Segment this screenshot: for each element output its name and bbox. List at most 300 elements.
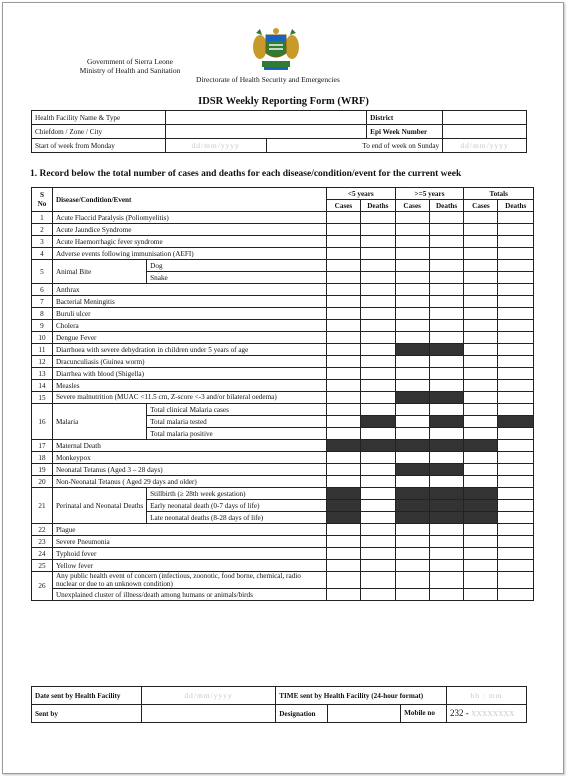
count-cell-8-4[interactable] [464, 308, 498, 320]
count-cell-5-1-4[interactable] [464, 272, 498, 284]
disease-header: Disease/Condition/Event [52, 188, 326, 212]
sub-condition-label: Total clinical Malaria cases [147, 404, 327, 416]
table-row [32, 536, 534, 548]
count-cell-17-1 [360, 440, 395, 452]
start-dd: dd [191, 140, 201, 150]
count-cell-7-3[interactable] [429, 296, 464, 308]
count-cell-13-1[interactable] [360, 368, 395, 380]
epi-week-field[interactable] [443, 125, 527, 139]
disease-label: Maternal Death [52, 440, 326, 452]
row-number: 6 [32, 284, 53, 296]
table-row [32, 296, 534, 308]
end-slash-1: / [469, 140, 473, 150]
count-cell-20-5[interactable] [498, 476, 534, 488]
time-sent-label: TIME sent by Health Facility (24-hour format) [276, 687, 447, 705]
sent-by-label: Sent by [32, 705, 142, 723]
disease-label: Adverse events following immunisation (AEFI) [52, 248, 326, 260]
count-cell-21-0-2 [395, 488, 429, 500]
disease-label: Neonatal Tetanus (Aged 3 – 28 days) [52, 464, 326, 476]
end-slash-2: / [486, 140, 490, 150]
disease-label: Plague [52, 524, 326, 536]
disease-label: Diarrhea with blood (Shigella) [52, 368, 326, 380]
count-cell-21-0-3 [429, 488, 464, 500]
count-cell-4-2[interactable] [395, 248, 429, 260]
count-cell-10-4[interactable] [464, 332, 498, 344]
table-row [32, 572, 534, 589]
count-cell-10-3[interactable] [429, 332, 464, 344]
count-cell-3-2[interactable] [395, 236, 429, 248]
sent-dd: dd [184, 690, 194, 700]
count-cell-7-4[interactable] [464, 296, 498, 308]
count-cell-4-5[interactable] [498, 248, 534, 260]
count-cell-21-1-1[interactable] [360, 500, 395, 512]
count-cell-26-b-3[interactable] [429, 589, 464, 601]
table-row [32, 392, 534, 404]
count-cell-5-0-5[interactable] [498, 260, 534, 272]
count-cell-13-0[interactable] [326, 368, 360, 380]
date-sent-field[interactable] [141, 687, 275, 705]
under5-cases-header: Cases [326, 200, 360, 212]
count-cell-6-5[interactable] [498, 284, 534, 296]
table-row [32, 320, 534, 332]
count-cell-14-2[interactable] [395, 380, 429, 392]
count-cell-3-5[interactable] [498, 236, 534, 248]
row-number: 13 [32, 368, 53, 380]
disease-label: Malaria [52, 404, 146, 440]
sent-slash-1: / [193, 690, 197, 700]
count-cell-12-3[interactable] [429, 356, 464, 368]
count-cell-21-2-1[interactable] [360, 512, 395, 524]
count-cell-6-3[interactable] [429, 284, 464, 296]
time-colon: : [482, 690, 486, 700]
disease-label: Dengue Fever [52, 332, 326, 344]
count-cell-21-1-5[interactable] [498, 500, 534, 512]
count-cell-24-2[interactable] [395, 548, 429, 560]
table-row [32, 260, 534, 272]
table-row [32, 344, 534, 356]
count-cell-17-3 [429, 440, 464, 452]
table-row [32, 452, 534, 464]
count-cell-20-0[interactable] [326, 476, 360, 488]
disease-label: Any public health event of concern (infectious, zoonotic, food borne, chemical, radio nuclear or due to an unknown condition) [52, 572, 326, 589]
end-week-label: To end of week on Sunday [266, 139, 443, 153]
count-cell-15-0[interactable] [326, 392, 360, 404]
count-cell-15-1[interactable] [360, 392, 395, 404]
start-mm: mm [204, 140, 218, 150]
count-cell-25-4[interactable] [464, 560, 498, 572]
designation-field[interactable] [328, 705, 401, 723]
sub-condition-label: Stillbirth (≥ 28th week gestation) [147, 488, 327, 500]
count-cell-22-1[interactable] [360, 524, 395, 536]
count-cell-26-b-1[interactable] [360, 589, 395, 601]
count-cell-6-4[interactable] [464, 284, 498, 296]
table-row [32, 356, 534, 368]
count-cell-20-3[interactable] [429, 476, 464, 488]
count-cell-21-0-0 [326, 488, 360, 500]
row-number: 17 [32, 440, 53, 452]
row-number: 21 [32, 488, 53, 524]
count-cell-3-4[interactable] [464, 236, 498, 248]
count-cell-17-2 [395, 440, 429, 452]
count-cell-26-b-0[interactable] [326, 589, 360, 601]
count-cell-5-0-0[interactable] [326, 260, 360, 272]
count-cell-21-2-0 [326, 512, 360, 524]
totals-header: Totals [464, 188, 534, 200]
form-title: IDSR Weekly Reporting Form (WRF) [198, 96, 369, 107]
totals-cases-header: Cases [464, 200, 498, 212]
count-cell-15-4[interactable] [464, 392, 498, 404]
row-number: 12 [32, 356, 53, 368]
count-cell-18-3[interactable] [429, 452, 464, 464]
table-row [32, 332, 534, 344]
count-cell-21-2-5[interactable] [498, 512, 534, 524]
facility-name-field[interactable] [165, 111, 366, 125]
count-cell-1-5[interactable] [498, 212, 534, 224]
count-cell-10-1[interactable] [360, 332, 395, 344]
count-cell-9-5[interactable] [498, 320, 534, 332]
over5-cases-header: Cases [395, 200, 429, 212]
section-heading: 1. Record below the total number of cases and deaths for each disease/condition/event for the current week [30, 169, 462, 179]
count-cell-25-0[interactable] [326, 560, 360, 572]
count-cell-5-0-2[interactable] [395, 260, 429, 272]
count-cell-25-5[interactable] [498, 560, 534, 572]
count-cell-4-4[interactable] [464, 248, 498, 260]
table-row [32, 404, 534, 416]
disease-label: Unexplained cluster of illness/death among humans or animals/birds [52, 589, 326, 601]
table-row [32, 560, 534, 572]
table-row [32, 212, 534, 224]
district-field[interactable] [443, 111, 527, 125]
end-yyyy: yyyy [489, 140, 509, 150]
count-cell-3-0[interactable] [326, 236, 360, 248]
district-label: District [367, 111, 443, 125]
count-cell-21-1-3 [429, 500, 464, 512]
row-number: 2 [32, 224, 53, 236]
epi-week-label: Epi Week Number [367, 125, 443, 139]
sent-yyyy: yyyy [213, 690, 233, 700]
count-cell-23-2[interactable] [395, 536, 429, 548]
count-cell-23-4[interactable] [464, 536, 498, 548]
count-cell-25-2[interactable] [395, 560, 429, 572]
table-row [32, 464, 534, 476]
count-cell-6-0[interactable] [326, 284, 360, 296]
count-cell-11-2 [395, 344, 429, 356]
count-cell-16-1-1 [360, 416, 395, 428]
count-cell-24-3[interactable] [429, 548, 464, 560]
table-row [32, 236, 534, 248]
count-cell-16-0-5[interactable] [498, 404, 534, 416]
count-cell-13-4[interactable] [464, 368, 498, 380]
row-number: 26 [32, 572, 53, 601]
count-cell-26-b-2[interactable] [395, 589, 429, 601]
count-cell-16-2-5[interactable] [498, 428, 534, 440]
count-cell-13-3[interactable] [429, 368, 464, 380]
count-cell-9-2[interactable] [395, 320, 429, 332]
row-number: 19 [32, 464, 53, 476]
count-cell-26-b-5[interactable] [498, 589, 534, 601]
count-cell-20-1[interactable] [360, 476, 395, 488]
count-cell-14-4[interactable] [464, 380, 498, 392]
count-cell-19-5[interactable] [498, 464, 534, 476]
table-row [32, 224, 534, 236]
count-cell-7-0[interactable] [326, 296, 360, 308]
count-cell-9-4[interactable] [464, 320, 498, 332]
count-cell-16-1-0[interactable] [326, 416, 360, 428]
sno-header-s: S [39, 190, 44, 199]
row-number: 10 [32, 332, 53, 344]
time-mm: mm [488, 690, 503, 700]
count-cell-1-2[interactable] [395, 212, 429, 224]
count-cell-16-1-2[interactable] [395, 416, 429, 428]
count-cell-26-a-2[interactable] [395, 572, 429, 589]
count-cell-25-1[interactable] [360, 560, 395, 572]
count-cell-21-2-4 [464, 512, 498, 524]
count-cell-6-2[interactable] [395, 284, 429, 296]
count-cell-16-0-2[interactable] [395, 404, 429, 416]
count-cell-2-1[interactable] [360, 224, 395, 236]
count-cell-26-a-4[interactable] [464, 572, 498, 589]
count-cell-1-0[interactable] [326, 212, 360, 224]
count-cell-16-2-1[interactable] [360, 428, 395, 440]
count-cell-16-0-1[interactable] [360, 404, 395, 416]
sub-condition-label: Snake [147, 272, 327, 284]
count-cell-1-1[interactable] [360, 212, 395, 224]
mobile-prefix: 232 - [450, 708, 469, 718]
count-cell-8-5[interactable] [498, 308, 534, 320]
count-cell-2-2[interactable] [395, 224, 429, 236]
directorate-name: Directorate of Health Security and Emergencies [196, 75, 340, 84]
table-row [32, 524, 534, 536]
row-number: 8 [32, 308, 53, 320]
table-row [32, 308, 534, 320]
count-cell-25-3[interactable] [429, 560, 464, 572]
count-cell-16-2-0[interactable] [326, 428, 360, 440]
count-cell-13-5[interactable] [498, 368, 534, 380]
count-cell-17-5[interactable] [498, 440, 534, 452]
count-cell-5-1-0[interactable] [326, 272, 360, 284]
count-cell-15-5[interactable] [498, 392, 534, 404]
count-cell-10-5[interactable] [498, 332, 534, 344]
count-cell-7-2[interactable] [395, 296, 429, 308]
count-cell-8-2[interactable] [395, 308, 429, 320]
sub-condition-label: Early neonatal death (0-7 days of life) [147, 500, 327, 512]
sent-by-field[interactable] [141, 705, 275, 723]
count-cell-10-2[interactable] [395, 332, 429, 344]
count-cell-13-2[interactable] [395, 368, 429, 380]
count-cell-18-2[interactable] [395, 452, 429, 464]
count-cell-14-0[interactable] [326, 380, 360, 392]
count-cell-16-2-4[interactable] [464, 428, 498, 440]
count-cell-4-3[interactable] [429, 248, 464, 260]
count-cell-18-1[interactable] [360, 452, 395, 464]
count-cell-26-a-5[interactable] [498, 572, 534, 589]
count-cell-21-0-5[interactable] [498, 488, 534, 500]
count-cell-20-2[interactable] [395, 476, 429, 488]
count-cell-5-1-5[interactable] [498, 272, 534, 284]
count-cell-19-2 [395, 464, 429, 476]
count-cell-26-a-3[interactable] [429, 572, 464, 589]
mobile-placeholder: XXXXXXXX [471, 709, 515, 718]
table-row [32, 548, 534, 560]
count-cell-6-1[interactable] [360, 284, 395, 296]
count-cell-23-3[interactable] [429, 536, 464, 548]
table-row [32, 380, 534, 392]
count-cell-5-1-2[interactable] [395, 272, 429, 284]
count-cell-11-3 [429, 344, 464, 356]
row-number: 1 [32, 212, 53, 224]
disease-label: Bacterial Meningitis [52, 296, 326, 308]
row-number: 11 [32, 344, 53, 356]
disease-table [31, 187, 534, 601]
count-cell-23-5[interactable] [498, 536, 534, 548]
count-cell-5-0-3[interactable] [429, 260, 464, 272]
table-row [32, 248, 534, 260]
count-cell-14-1[interactable] [360, 380, 395, 392]
count-cell-5-1-1[interactable] [360, 272, 395, 284]
row-number: 25 [32, 560, 53, 572]
count-cell-26-a-0[interactable] [326, 572, 360, 589]
count-cell-11-4[interactable] [464, 344, 498, 356]
count-cell-16-2-3[interactable] [429, 428, 464, 440]
facility-info-table [31, 110, 527, 153]
count-cell-21-1-0 [326, 500, 360, 512]
count-cell-5-0-1[interactable] [360, 260, 395, 272]
count-cell-21-1-4 [464, 500, 498, 512]
count-cell-24-4[interactable] [464, 548, 498, 560]
count-cell-2-4[interactable] [464, 224, 498, 236]
count-cell-16-1-3 [429, 416, 464, 428]
count-cell-16-0-0[interactable] [326, 404, 360, 416]
count-cell-8-3[interactable] [429, 308, 464, 320]
count-cell-4-1[interactable] [360, 248, 395, 260]
count-cell-19-0[interactable] [326, 464, 360, 476]
date-sent-label: Date sent by Health Facility [32, 687, 142, 705]
count-cell-7-5[interactable] [498, 296, 534, 308]
count-cell-8-1[interactable] [360, 308, 395, 320]
count-cell-14-3[interactable] [429, 380, 464, 392]
count-cell-18-0[interactable] [326, 452, 360, 464]
sub-condition-label: Dog [147, 260, 327, 272]
disease-label: Diarrhoea with severe dehydration in children under 5 years of age [52, 344, 326, 356]
sno-header-no: No [37, 199, 47, 208]
count-cell-11-1[interactable] [360, 344, 395, 356]
count-cell-1-3[interactable] [429, 212, 464, 224]
count-cell-12-5[interactable] [498, 356, 534, 368]
count-cell-1-4[interactable] [464, 212, 498, 224]
count-cell-5-0-4[interactable] [464, 260, 498, 272]
count-cell-2-0[interactable] [326, 224, 360, 236]
disease-label: Measles [52, 380, 326, 392]
table-row [32, 284, 534, 296]
count-cell-9-3[interactable] [429, 320, 464, 332]
end-week-date-field[interactable] [443, 139, 527, 153]
count-cell-20-4[interactable] [464, 476, 498, 488]
start-yyyy: yyyy [220, 140, 240, 150]
count-cell-22-3[interactable] [429, 524, 464, 536]
count-cell-8-0[interactable] [326, 308, 360, 320]
count-cell-18-5[interactable] [498, 452, 534, 464]
count-cell-16-2-2[interactable] [395, 428, 429, 440]
count-cell-5-1-3[interactable] [429, 272, 464, 284]
count-cell-14-5[interactable] [498, 380, 534, 392]
count-cell-2-5[interactable] [498, 224, 534, 236]
sno-header [32, 188, 53, 212]
table-row [32, 476, 534, 488]
count-cell-26-b-4[interactable] [464, 589, 498, 601]
row-number: 4 [32, 248, 53, 260]
end-dd: dd [460, 140, 470, 150]
count-cell-11-5[interactable] [498, 344, 534, 356]
over5-deaths-header: Deaths [429, 200, 464, 212]
count-cell-12-4[interactable] [464, 356, 498, 368]
count-cell-9-1[interactable] [360, 320, 395, 332]
count-cell-9-0[interactable] [326, 320, 360, 332]
mobile-field[interactable] [447, 705, 527, 723]
chiefdom-field[interactable] [165, 125, 366, 139]
start-slash-1: / [201, 140, 205, 150]
count-cell-21-2-2 [395, 512, 429, 524]
count-cell-17-4 [464, 440, 498, 452]
count-cell-24-5[interactable] [498, 548, 534, 560]
count-cell-26-a-1[interactable] [360, 572, 395, 589]
count-cell-22-2[interactable] [395, 524, 429, 536]
table-row [32, 440, 534, 452]
sent-slash-2: / [210, 690, 214, 700]
count-cell-23-0[interactable] [326, 536, 360, 548]
mobile-label: Mobile no [401, 705, 447, 723]
count-cell-23-1[interactable] [360, 536, 395, 548]
count-cell-3-3[interactable] [429, 236, 464, 248]
count-cell-24-0[interactable] [326, 548, 360, 560]
count-cell-12-1[interactable] [360, 356, 395, 368]
count-cell-16-0-4[interactable] [464, 404, 498, 416]
disease-label: Severe Pneumonia [52, 536, 326, 548]
time-sent-field[interactable] [447, 687, 527, 705]
row-number: 7 [32, 296, 53, 308]
count-cell-19-3 [429, 464, 464, 476]
count-cell-7-1[interactable] [360, 296, 395, 308]
chiefdom-label: Chiefdom / Zone / City [32, 125, 166, 139]
count-cell-10-0[interactable] [326, 332, 360, 344]
row-number: 18 [32, 452, 53, 464]
count-cell-15-3 [429, 392, 464, 404]
totals-deaths-header: Deaths [498, 200, 534, 212]
count-cell-19-4[interactable] [464, 464, 498, 476]
count-cell-11-0[interactable] [326, 344, 360, 356]
count-cell-22-4[interactable] [464, 524, 498, 536]
count-cell-19-1[interactable] [360, 464, 395, 476]
count-cell-22-0[interactable] [326, 524, 360, 536]
start-week-date-field[interactable] [165, 139, 266, 153]
sent-mm: mm [196, 690, 211, 700]
disease-label: Severe malnutrition (MUAC <11.5 cm, Z-score <-3 and/or bilateral oedema) [52, 392, 326, 404]
count-cell-3-1[interactable] [360, 236, 395, 248]
count-cell-12-2[interactable] [395, 356, 429, 368]
count-cell-21-2-3 [429, 512, 464, 524]
count-cell-22-5[interactable] [498, 524, 534, 536]
count-cell-21-0-1[interactable] [360, 488, 395, 500]
disease-label: Yellow fever [52, 560, 326, 572]
count-cell-16-0-3[interactable] [429, 404, 464, 416]
count-cell-2-3[interactable] [429, 224, 464, 236]
over5-header: >=5 years [395, 188, 464, 200]
table-row [32, 488, 534, 500]
count-cell-24-1[interactable] [360, 548, 395, 560]
count-cell-16-1-4[interactable] [464, 416, 498, 428]
count-cell-18-4[interactable] [464, 452, 498, 464]
count-cell-12-0[interactable] [326, 356, 360, 368]
count-cell-4-0[interactable] [326, 248, 360, 260]
